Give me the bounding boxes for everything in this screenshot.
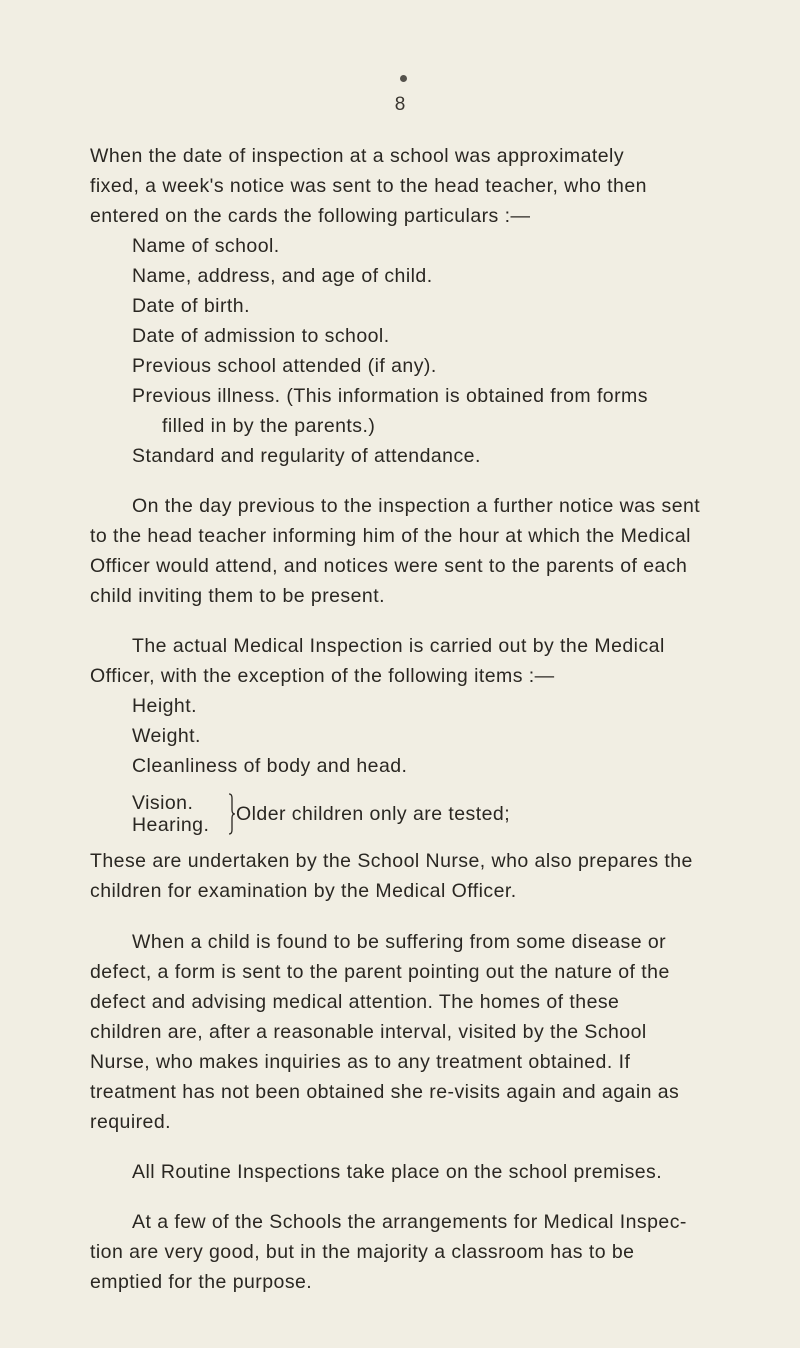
paragraph-line: All Routine Inspections take place on the school premises. [132, 1161, 663, 1183]
paragraph-line: defect and advising medical attention. The homes of these [90, 991, 620, 1013]
paragraph-line: On the day previous to the inspection a further notice was sent [132, 495, 701, 517]
paragraph-line: When the date of inspection at a school was approximately [90, 145, 625, 167]
paragraph-line: At a few of the Schools the arrangements for Medical Inspec- [132, 1211, 687, 1233]
paragraph-line: to the head teacher informing him of the hour at which the Medical [90, 525, 691, 547]
paragraph-line: tion are very good, but in the majority a classroom has to be [90, 1241, 635, 1263]
right-brace-icon [228, 793, 236, 835]
list-item: Date of birth. [132, 295, 250, 317]
paragraph-line: Officer, with the exception of the following items :— [90, 665, 555, 687]
paragraph-line: Nurse, who makes inquiries as to any treatment obtained. If [90, 1051, 631, 1073]
paragraph-line: entered on the cards the following particulars :— [90, 205, 531, 227]
paragraph-line: treatment has not been obtained she re-visits again and again as [90, 1081, 680, 1103]
paragraph-line: emptied for the purpose. [90, 1271, 313, 1293]
list-item-continuation: filled in by the parents.) [162, 415, 376, 437]
paragraph-line: When a child is found to be suffering from some disease or [132, 931, 667, 953]
list-item: Name, address, and age of child. [132, 265, 433, 287]
list-item: Previous illness. (This information is obtained from forms [132, 385, 648, 407]
paragraph-line: child inviting them to be present. [90, 585, 385, 607]
list-item: Previous school attended (if any). [132, 355, 437, 377]
paragraph-line: defect, a form is sent to the parent pointing out the nature of the [90, 961, 670, 983]
paragraph-line: The actual Medical Inspection is carried out by the Medical [132, 635, 665, 657]
hearing-item: Hearing. [132, 814, 210, 836]
paragraph-line: These are undertaken by the School Nurse, who also prepares the [90, 850, 693, 872]
list-item: Cleanliness of body and head. [132, 755, 408, 777]
list-item: Standard and regularity of attendance. [132, 445, 481, 467]
paragraph-line: children for examination by the Medical Officer. [90, 880, 517, 902]
list-item: Name of school. [132, 235, 280, 257]
paragraph-line: fixed, a week's notice was sent to the head teacher, who then [90, 175, 647, 197]
list-item: Weight. [132, 725, 201, 747]
paragraph-line: Officer would attend, and notices were sent to the parents of each [90, 555, 688, 577]
vision-hearing-bracket-group [132, 792, 732, 838]
print-mark [400, 75, 407, 82]
list-item: Height. [132, 695, 197, 717]
vision-item: Vision. [132, 792, 194, 814]
bracket-note: Older children only are tested; [236, 803, 511, 825]
page-number: 8 [394, 94, 406, 115]
list-item: Date of admission to school. [132, 325, 390, 347]
paragraph-line: required. [90, 1111, 172, 1133]
paragraph-line: children are, after a reasonable interval, visited by the School [90, 1021, 647, 1043]
